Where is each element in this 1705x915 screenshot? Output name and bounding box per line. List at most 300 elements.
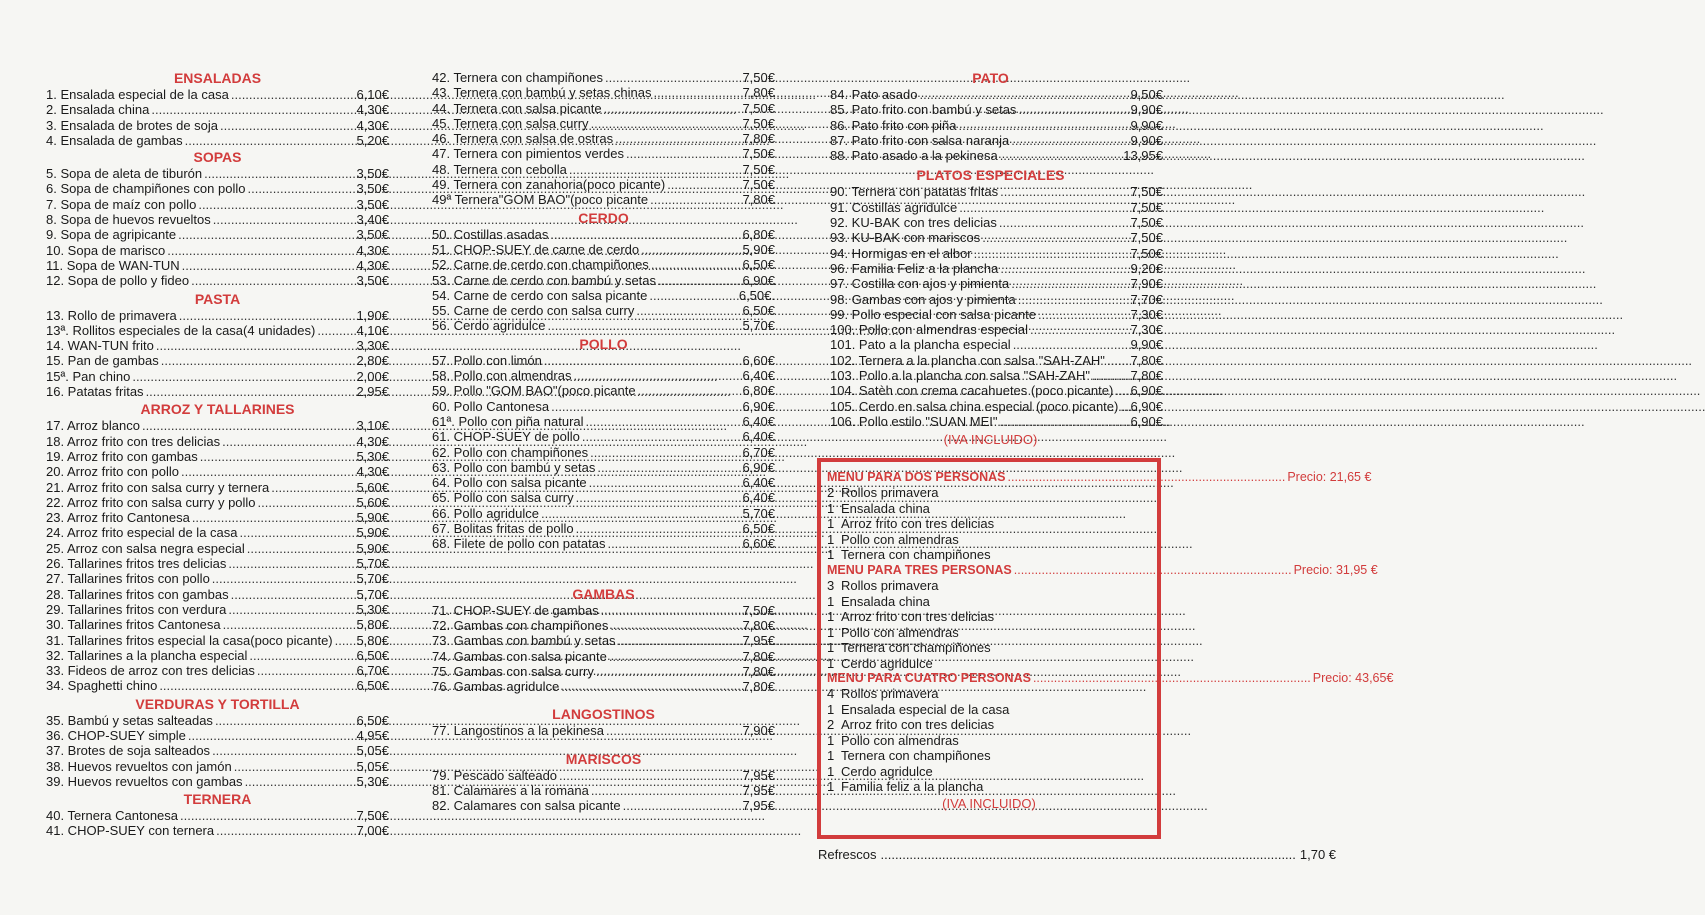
dot-leader [185, 133, 355, 148]
section-heading: PATO [972, 70, 1009, 86]
item-price: 6,50€ [742, 303, 775, 319]
menu-item [46, 541, 389, 556]
item-price: 4,10€ [356, 322, 389, 338]
menu-item [432, 603, 775, 618]
item-price: 4,30€ [356, 464, 389, 480]
dot-leader [159, 678, 354, 693]
set-menu-line [827, 485, 1151, 501]
dot-leader [626, 146, 740, 161]
item-name: 34. Spaghetti chino [46, 678, 158, 694]
item-price: 6,90€ [742, 398, 775, 414]
item-price: 6,40€ [742, 490, 775, 506]
menu-item [432, 288, 775, 303]
dot-leader [615, 131, 740, 146]
section-heading: ENSALADAS [173, 70, 262, 86]
line-dish: Ternera con champiñones [841, 640, 991, 656]
item-price: 3,50€ [356, 166, 389, 182]
menu-item [46, 212, 389, 227]
menu-item [46, 449, 389, 464]
menu-item [818, 414, 1163, 429]
item-name: 96. Familia Feliz a la plancha [830, 260, 999, 276]
menu-item [432, 723, 775, 738]
set-menu-line [827, 609, 1151, 625]
menu-item [432, 101, 775, 116]
item-price: 5,70€ [742, 505, 775, 521]
item-name: 47. Ternera con pimientos verdes [432, 146, 624, 162]
line-quantity: 1 [827, 748, 835, 764]
menu-item [432, 664, 775, 679]
dot-leader [1018, 102, 1128, 117]
item-price: 5,05€ [356, 743, 389, 759]
item-price: 3,30€ [356, 338, 389, 354]
dot-leader [667, 177, 740, 192]
item-name: 43. Ternera con bambú y setas chinas [432, 85, 652, 101]
item-price: 6,40€ [742, 413, 775, 429]
item-price: 9,90€ [1130, 117, 1163, 133]
dot-leader [610, 618, 740, 633]
item-price: 7,50€ [356, 808, 389, 824]
item-price: 7,50€ [742, 161, 775, 177]
dot-leader [586, 414, 741, 429]
line-dish: Ternera con champiñones [841, 547, 991, 563]
dot-leader [247, 181, 354, 196]
line-quantity: 1 [827, 609, 835, 625]
item-name: 90. Ternera con patatas fritas [830, 184, 999, 200]
refrescos-row [818, 847, 1337, 862]
item-price: 9,90€ [1130, 337, 1163, 353]
menu-item [46, 434, 389, 449]
dot-leader [638, 383, 741, 398]
item-price: 5,30€ [356, 601, 389, 617]
menu-item [432, 490, 775, 505]
item-price: 7,50€ [1130, 230, 1163, 246]
item-price: 7,50€ [742, 115, 775, 131]
set-menu-price: Precio: 43,65€ [1312, 671, 1394, 686]
menu-item [432, 633, 775, 648]
item-name: 73. Gambas con bambú y setas [432, 633, 616, 649]
item-name: 64. Pollo con salsa picante [432, 475, 587, 491]
menu-item [46, 384, 389, 399]
set-menu-title [827, 470, 1372, 485]
menu-item [46, 166, 389, 181]
item-price: 6,90€ [742, 272, 775, 288]
line-quantity: 1 [827, 516, 835, 532]
menu-item [818, 292, 1163, 307]
menu-item [46, 587, 389, 602]
item-price: 7,80€ [742, 131, 775, 147]
item-name: 11. Sopa de WAN-TUN [46, 257, 180, 273]
menu-item [46, 87, 389, 102]
item-price: 3,50€ [356, 181, 389, 197]
dot-leader [582, 429, 741, 444]
menu-item [46, 338, 389, 353]
dot-leader [212, 743, 354, 758]
dot-leader [1115, 383, 1128, 398]
item-name: 61ª. Pollo con piña natural [432, 413, 584, 429]
item-name: 91. Costillas agridulce [830, 199, 958, 215]
item-name: 22. Arroz frito con salsa curry y pollo [46, 494, 256, 510]
menu-item [818, 368, 1163, 383]
line-dish: Arroz frito con tres delicias [841, 516, 995, 532]
item-price: 6,10€ [356, 87, 389, 102]
menu-item [432, 475, 775, 490]
section-heading: POLLO [579, 335, 628, 352]
item-price: 7,90€ [1130, 276, 1163, 292]
menu-item [46, 759, 389, 774]
menu-item [818, 200, 1163, 215]
section-heading: GAMBAS [572, 585, 635, 602]
item-name: 87. Pato frito con salsa naranja [830, 132, 1010, 148]
item-name: 62. Pollo con champiñones [432, 444, 589, 460]
item-price: 9,90€ [1130, 132, 1163, 148]
item-price: 4,30€ [356, 257, 389, 273]
menu-item [432, 368, 775, 383]
item-price: 4,95€ [356, 727, 389, 743]
item-name: 21. Arroz frito con salsa curry y ternera [46, 479, 270, 495]
dot-leader [167, 243, 354, 258]
item-price: 2,80€ [356, 353, 389, 369]
item-price: 7,80€ [742, 679, 775, 695]
item-name: 24. Arroz frito especial de la casa [46, 525, 238, 541]
dot-leader [178, 227, 354, 242]
section-gap [432, 739, 775, 751]
menu-item [818, 261, 1163, 276]
item-name: 79. Pescado salteado [432, 767, 558, 783]
dot-leader [606, 723, 740, 738]
set-menu-line [827, 717, 1151, 733]
dot-leader [653, 85, 740, 100]
menu-item [818, 148, 1163, 163]
menu-item [46, 823, 389, 838]
item-name: 66. Pollo agridulce [432, 505, 539, 521]
item-name: 48. Ternera con cebolla [432, 161, 567, 177]
item-price: 6,40€ [742, 368, 775, 384]
menu-item [432, 649, 775, 664]
menu-item [432, 116, 775, 131]
item-price: 6,40€ [742, 429, 775, 445]
line-dish: Ternera con champiñones [841, 748, 991, 764]
line-dish: Arroz frito con tres delicias [841, 609, 995, 625]
item-name: 98. Gambas con ajos y pimienta [830, 291, 1016, 307]
item-name: 44. Ternera con salsa picante [432, 100, 602, 116]
menu-column-2 [432, 70, 775, 814]
dot-leader [559, 768, 740, 783]
item-name: 6. Sopa de champiñones con pollo [46, 181, 246, 197]
item-name: 61. CHOP-SUEY de pollo [432, 429, 580, 445]
dot-leader [1018, 292, 1129, 307]
line-dish: Ensalada especial de la casa [841, 701, 1010, 717]
set-menu-line [827, 640, 1151, 656]
dot-leader [1107, 353, 1129, 368]
menu-item [46, 495, 389, 510]
set-menus-box [817, 458, 1394, 839]
item-price: 5,60€ [356, 479, 389, 495]
item-name: 97. Costilla con ajos y pimienta [830, 276, 1010, 292]
menu-item [46, 464, 389, 479]
set-menu-price: Precio: 21,65 € [1287, 470, 1372, 484]
item-name: 33. Fideos de arroz con tres delicias [46, 663, 255, 679]
item-name: 93. KU-BAK con mariscos [830, 230, 981, 246]
item-price: 6,50€. [738, 287, 775, 303]
item-price: 3,40€ [356, 212, 389, 228]
item-name: 18. Arroz frito con tres delicias [46, 433, 221, 449]
menu-item [46, 369, 389, 384]
dot-leader [597, 460, 740, 475]
line-dish: Arroz frito con tres delicias [841, 717, 995, 733]
set-menu-line [827, 702, 1151, 718]
dot-leader [146, 384, 355, 399]
item-name: 8. Sopa de huevos revueltos [46, 212, 211, 228]
item-price: 6,70€ [742, 444, 775, 460]
dot-leader [596, 664, 741, 679]
dot-leader [1000, 184, 1128, 199]
line-quantity: 2 [827, 485, 835, 501]
item-price: 13,95€ [1123, 148, 1163, 164]
dot-leader [658, 273, 740, 288]
dot-leader [180, 808, 354, 823]
item-price: 2,00€ [356, 368, 389, 384]
menu-item [818, 230, 1163, 245]
menu-item [432, 162, 775, 177]
dot-leader [228, 556, 354, 571]
item-name: 35. Bambú y setas salteadas [46, 712, 213, 728]
menu-item [46, 728, 389, 743]
set-menu-line [827, 748, 1151, 764]
item-price: 9,20€ [1130, 260, 1163, 276]
item-price: 6,50€ [356, 678, 389, 694]
menu-item [818, 383, 1163, 398]
menu-item [818, 307, 1163, 322]
set-menu-line [827, 594, 1151, 610]
item-name: 81. Calamares a la romana [432, 782, 589, 798]
item-name: 20. Arroz frito con pollo [46, 464, 179, 480]
section-heading: ARROZ Y TALLARINES [140, 401, 295, 418]
item-name: 58. Pollo con almendras [432, 368, 572, 384]
menu-item [432, 506, 775, 521]
item-name: 103. Pollo a la plancha con salsa "SAH-ZAH" [830, 368, 1090, 384]
dot-leader [247, 541, 355, 556]
item-price: 3,50€ [356, 196, 389, 212]
dot-leader [234, 759, 355, 774]
menu-item [432, 85, 775, 100]
line-quantity: 2 [827, 717, 835, 733]
item-price: 6,90€ [1130, 383, 1163, 399]
set-menu-line [827, 516, 1151, 532]
item-price: 7,30€ [1130, 322, 1163, 338]
menu-item [432, 146, 775, 161]
line-dish: Pollo con almendras [841, 531, 959, 547]
set-menu-title [827, 562, 1378, 578]
dot-leader [212, 571, 355, 586]
item-name: 36. CHOP-SUEY simple [46, 727, 186, 743]
set-menu-price: Precio: 31,95 € [1293, 562, 1378, 577]
menu-item [432, 798, 775, 813]
item-name: 54. Carne de cerdo con salsa picante [432, 287, 648, 303]
menu-item [46, 308, 389, 323]
line-quantity: 3 [827, 578, 835, 594]
item-name: 94. Hormigas en el albor [830, 245, 972, 261]
line-quantity: 4 [827, 686, 835, 702]
item-price: 7,80€ [742, 85, 775, 101]
set-menu-name: MENU PARA DOS PERSONAS [827, 470, 1006, 484]
item-name: 67. Bolitas fritas de pollo [432, 521, 574, 537]
dot-leader [573, 368, 740, 383]
iva-note: (IVA INCLUIDO) [942, 795, 1036, 811]
dot-leader [1000, 148, 1122, 163]
item-price: 7,30€ [1130, 306, 1163, 322]
item-price: 7,50€ [742, 177, 775, 193]
item-name: 65. Pollo con salsa curry [432, 490, 574, 506]
dot-leader [231, 587, 355, 602]
line-quantity: 1 [827, 732, 835, 748]
dot-leader [561, 679, 740, 694]
menu-column-3 [818, 70, 1163, 448]
line-quantity: 1 [827, 763, 835, 779]
menu-item [432, 318, 775, 333]
set-menu-line [827, 578, 1151, 594]
item-name: 2. Ensalada china [46, 102, 150, 118]
item-price: 7,90€ [742, 723, 775, 739]
dot-leader [1092, 368, 1128, 383]
dot-leader [589, 475, 741, 490]
menu-item [46, 181, 389, 196]
dot-leader [249, 648, 354, 663]
item-name: 42. Ternera con champiñones [432, 70, 604, 85]
menu-item [46, 258, 389, 273]
item-price: 5,30€ [356, 448, 389, 464]
iva-note: (IVA INCLUIDO) [943, 432, 1038, 448]
item-price: 7,50€ [742, 602, 775, 618]
menu-item [46, 102, 389, 117]
menu-item [432, 242, 775, 257]
item-price: 6,90€ [1130, 398, 1163, 414]
section-heading: PASTA [194, 290, 241, 307]
menu-item [46, 648, 389, 663]
dot-leader [192, 510, 355, 525]
dot-leader [1033, 671, 1311, 686]
item-name: 49ª Ternera"GOM BAO"(poco picante [432, 192, 649, 208]
item-name: 49. Ternera con zanahoria(poco picante) [432, 177, 666, 193]
dot-leader [999, 414, 1128, 429]
item-name: 19. Arroz frito con gambas [46, 448, 198, 464]
line-dish: Ensalada china [841, 593, 930, 609]
dot-leader [919, 87, 1128, 102]
item-price: 7,95€ [742, 798, 775, 814]
item-price: 2,95€ [356, 384, 389, 400]
dot-leader [223, 617, 355, 632]
dot-leader [591, 116, 741, 131]
item-price: 3,50€ [356, 227, 389, 243]
dot-leader [604, 101, 741, 116]
menu-item [432, 131, 775, 146]
item-name: 59. Pollo "GOM BAO"(poco picante [432, 383, 636, 399]
menu-item [46, 273, 389, 288]
dot-leader [576, 521, 741, 536]
dot-leader [1014, 563, 1292, 578]
dot-leader [618, 633, 741, 648]
item-name: 12. Sopa de pollo y fideo [46, 273, 190, 289]
set-menu-line [827, 656, 1151, 672]
line-quantity: 1 [827, 779, 835, 795]
menu-item [46, 480, 389, 495]
item-price: 7,80€ [742, 192, 775, 208]
item-name: 57. Pollo con limón [432, 352, 542, 368]
line-dish: Pollo con almendras [841, 624, 959, 640]
menu-item [432, 783, 775, 798]
line-dish: Rollos primavera [841, 485, 939, 501]
item-name: 32. Tallarines a la plancha especial [46, 647, 248, 663]
item-name: 55. Carne de cerdo con salsa curry [432, 303, 635, 319]
menu-item [46, 353, 389, 368]
dot-leader [881, 847, 1296, 862]
item-name: 17. Arroz blanco [46, 418, 140, 434]
item-price: 7,50€ [1130, 215, 1163, 231]
dot-leader [182, 258, 355, 273]
dot-leader [651, 257, 741, 272]
dot-leader [650, 192, 740, 207]
item-name: 86. Pato frito con piña [830, 117, 957, 133]
item-price: 6,60€ [742, 536, 775, 552]
dot-leader [335, 633, 355, 648]
menu-item [432, 618, 775, 633]
item-name: 92. KU-BAK con tres delicias [830, 215, 997, 231]
dot-leader [151, 102, 354, 117]
item-name: 41. CHOP-SUEY con ternera [46, 823, 215, 839]
item-name: 100. Pollo con almendras especial [830, 322, 1029, 338]
item-price: 5,90€ [356, 540, 389, 556]
item-price: 6,50€ [356, 647, 389, 663]
dot-leader [576, 490, 741, 505]
set-menu-line [827, 733, 1151, 749]
item-name: 29. Tallarines fritos con verdura [46, 601, 227, 617]
item-name: 106. Pollo estilo "SUAN MEI" [830, 413, 998, 429]
item-price: 6,80€ [742, 383, 775, 399]
item-price: 5,90€ [356, 525, 389, 541]
item-price: 6,50€ [356, 712, 389, 728]
dot-leader [550, 227, 740, 242]
dot-leader [188, 728, 355, 743]
menu-item [818, 322, 1163, 337]
item-name: 30. Tallarines fritos Cantonesa [46, 617, 221, 633]
dot-leader [999, 215, 1129, 230]
section-heading: TERNERA [183, 791, 252, 808]
item-price: 7,80€ [1130, 368, 1163, 384]
dot-leader [591, 783, 741, 798]
line-dish: Familia feliz a la plancha [841, 779, 984, 795]
dot-leader [181, 464, 354, 479]
dot-leader [551, 399, 740, 414]
menu-item [46, 243, 389, 258]
menu-item [432, 521, 775, 536]
item-price: 5,80€ [356, 617, 389, 633]
menu-item [818, 133, 1163, 148]
menu-item [432, 383, 775, 398]
item-price: 7,50€ [742, 146, 775, 162]
menu-item [432, 257, 775, 272]
dot-leader [958, 118, 1128, 133]
dot-leader [959, 200, 1128, 215]
item-price: 3,50€ [356, 273, 389, 289]
item-name: 104. Satèh con crema cacahuetes (poco picante) [830, 383, 1114, 399]
item-price: 5,70€ [742, 318, 775, 334]
menu-item [46, 133, 389, 148]
item-name: 101. Pato a la plancha especial [830, 337, 1011, 353]
dot-leader [623, 798, 741, 813]
item-price: 7,70€ [1130, 291, 1163, 307]
menu-item [432, 536, 775, 551]
menu-item [818, 337, 1163, 352]
item-name: 68. Filete de pollo con patatas [432, 536, 606, 552]
